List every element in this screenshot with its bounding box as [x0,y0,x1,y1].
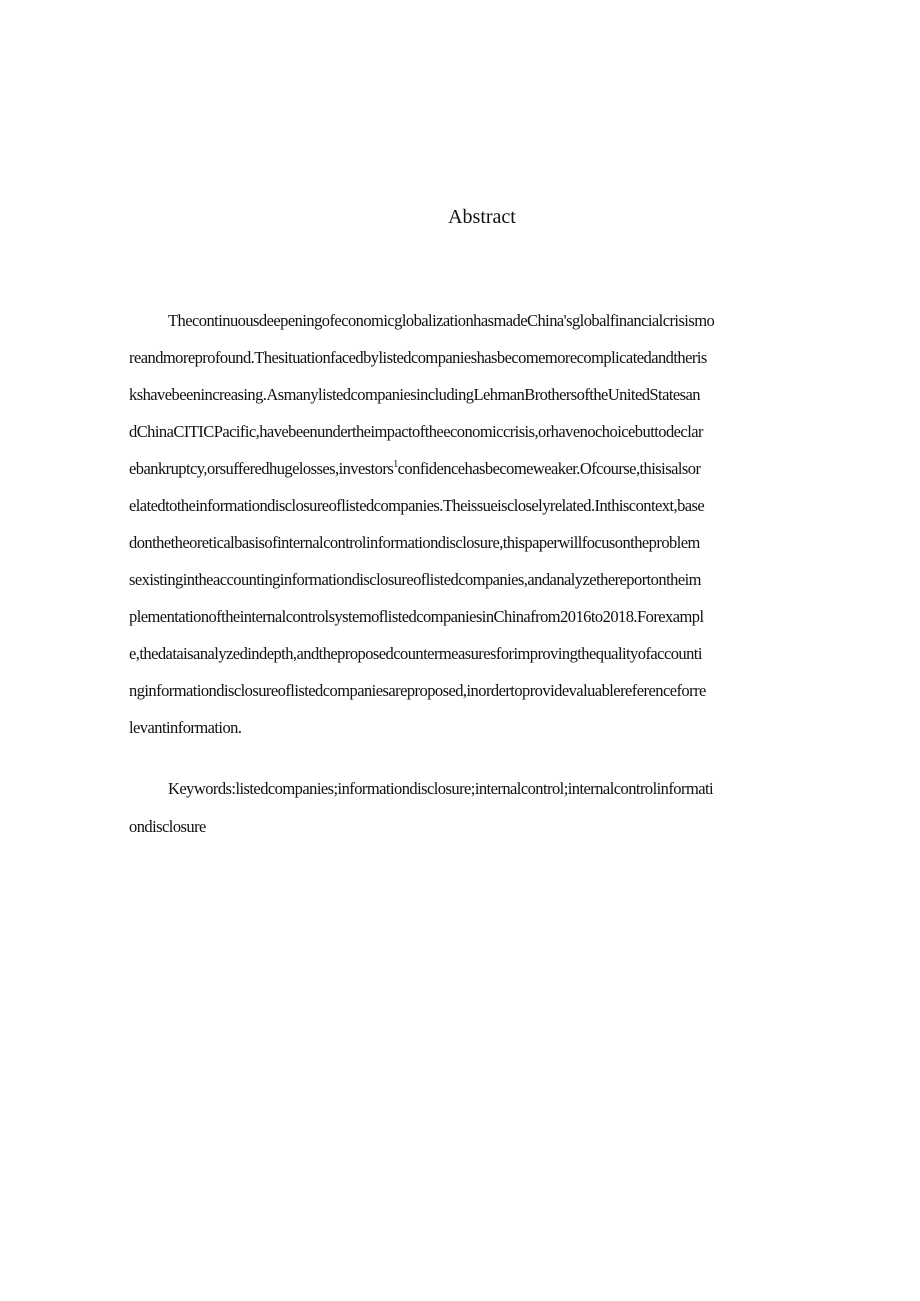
abstract-line: dChinaCITICPacific,havebeenundertheimpactoftheeconomiccrisis,orhavenochoicebuttodeclar [129,422,703,441]
abstract-line-text: ebankruptcy,orsufferedhugelosses,investors [129,459,394,478]
abstract-line: kshavebeenincreasing.AsmanylistedcompaniesincludingLehmanBrothersoftheUnitedStatesan [129,385,701,404]
abstract-line: nginformationdisclosureoflistedcompaniesareproposed,inordertoprovidevaluablereferenceforre [129,681,706,700]
abstract-line-text: confidencehasbecomeweaker.Ofcourse,thisisalsor [397,459,701,478]
abstract-line: levantinformation. [129,718,242,737]
abstract-line: donthetheoreticalbasisofinternalcontrolinformationdisclosure,thispaperwillfocusontheproblem [129,533,700,552]
abstract-line: reandmoreprofound.Thesituationfacedbylistedcompanieshasbecomemorecomplicatedandtheris [129,348,707,367]
footnote-marker: 1 [393,458,398,470]
keywords-line: Keywords:listedcompanies;informationdisclosure;internalcontrol;internalcontrolinformati [168,779,714,798]
abstract-title: Abstract [448,206,516,228]
keywords-line: ondisclosure [129,817,206,836]
abstract-line [129,459,700,479]
abstract-line: elatedtotheinformationdisclosureoflistedcompanies.Theissueiscloselyrelated.Inthiscontext,base [129,496,705,515]
abstract-line: e,thedataisanalyzedindepth,andtheproposedcountermeasuresforimprovingthequalityofaccounti [129,644,702,663]
abstract-line: sexistingintheaccountinginformationdisclosureoflistedcompanies,andanalyzethereportontheim [129,570,701,589]
abstract-line: ThecontinuousdeepeningofeconomicglobalizationhasmadeChina'sglobalfinancialcrisismo [168,311,715,330]
abstract-line: plementationoftheinternalcontrolsystemoflistedcompaniesinChinafrom2016to2018.Forexampl [129,607,704,626]
